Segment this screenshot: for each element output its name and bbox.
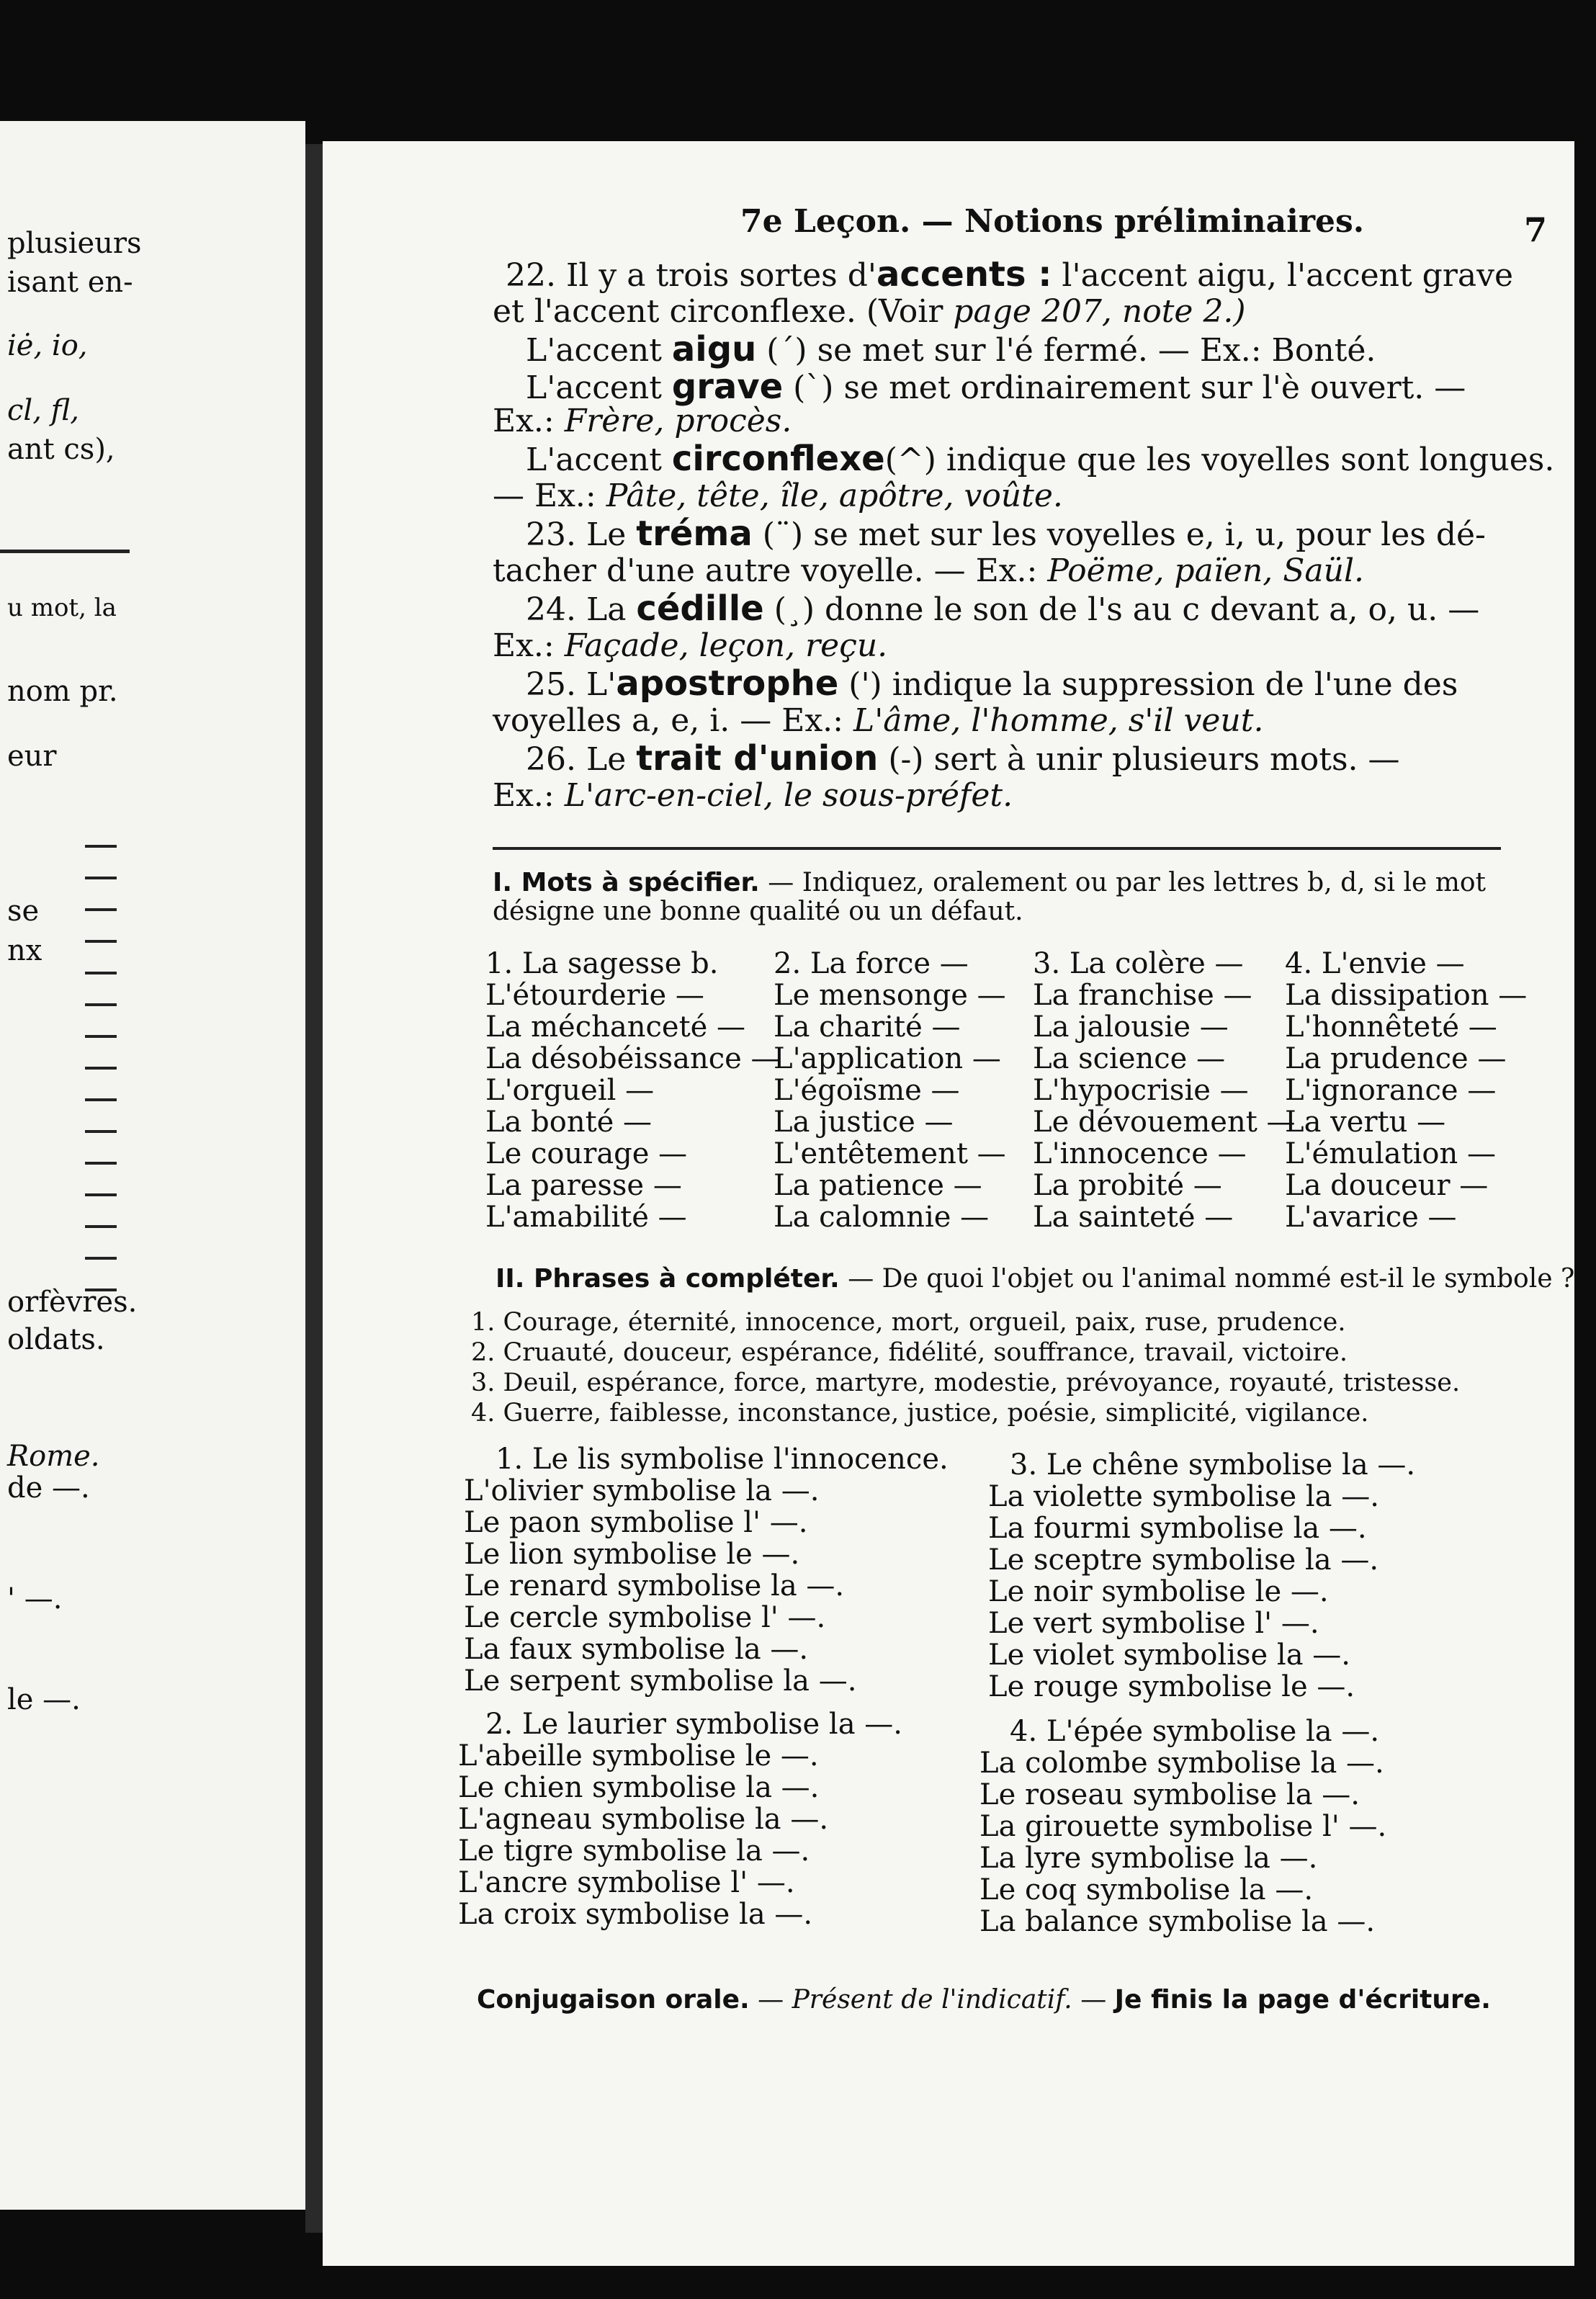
sentence: La colombe symbolise la —. <box>979 1747 1384 1780</box>
sentence: Le paon symbolise l' —. <box>464 1506 808 1539</box>
grid-cell: 4. L'envie — <box>1285 947 1465 980</box>
left-line: plusieurs <box>7 227 142 260</box>
sentence: La girouette symbolise l' —. <box>979 1810 1387 1843</box>
grid-cell: La jalousie — <box>1033 1010 1229 1044</box>
rule-line: 24. La cédille (¸) donne le son de l's au c devant a, o, u. — <box>526 588 1480 629</box>
exercise-2-title: II. Phrases à compléter. — De quoi l'objet ou l'animal nommé est-il le symbole ? <box>496 1264 1575 1294</box>
rule-line: 22. Il y a trois sortes d'accents : l'accent aigu, l'accent grave <box>506 254 1513 295</box>
rule-line: L'accent aigu (´) se met sur l'é fermé. — Ex.: Bonté. <box>526 329 1376 369</box>
grid-cell: L'orgueil — <box>485 1074 655 1107</box>
grid-cell: L'ignorance — <box>1285 1074 1497 1107</box>
grid-cell: L'avarice — <box>1285 1201 1457 1234</box>
left-page-fragment <box>0 121 305 2210</box>
sentence: Le rouge symbolise le —. <box>988 1670 1355 1703</box>
divider <box>0 550 130 553</box>
sentence: La faux symbolise la —. <box>464 1633 809 1666</box>
rule-line: et l'accent circonflexe. (Voir page 207, note 2.) <box>493 293 1246 330</box>
section-divider <box>493 847 1501 850</box>
left-line: cl, fl, <box>7 394 80 427</box>
sentence: L'abeille symbolise le —. <box>458 1739 819 1773</box>
sentence: 4. L'épée symbolise la —. <box>1010 1715 1380 1748</box>
grid-cell: La douceur — <box>1285 1169 1489 1202</box>
rule-line: voyelles a, e, i. — Ex.: L'âme, l'homme, s'il veut. <box>493 702 1264 739</box>
sentence: La croix symbolise la —. <box>458 1898 813 1931</box>
left-line: ' —. <box>7 1582 63 1615</box>
left-line: eur <box>7 740 57 773</box>
sentence: La balance symbolise la —. <box>979 1905 1376 1938</box>
grid-cell: La désobéissance — <box>485 1042 780 1075</box>
grid-cell: L'innocence — <box>1033 1137 1247 1170</box>
rule-line: 23. Le tréma (¨) se met sur les voyelles e, i, u, pour les dé- <box>526 514 1486 554</box>
grid-cell: La charité — <box>774 1010 961 1044</box>
grid-cell: La calomnie — <box>774 1201 990 1234</box>
sentence: Le serpent symbolise la —. <box>464 1664 857 1698</box>
left-line: Rome. <box>7 1440 100 1473</box>
grid-cell: 2. La force — <box>774 947 969 980</box>
left-line: u mot, la <box>7 593 117 622</box>
exercise-1-instruction: désigne une bonne qualité ou un défaut. <box>493 897 1023 926</box>
main-page <box>323 141 1574 2266</box>
grid-cell: 1. La sagesse b. <box>485 947 719 980</box>
sentence: Le coq symbolise la —. <box>979 1873 1314 1906</box>
grid-cell: La vertu — <box>1285 1106 1446 1139</box>
conjugation-line: Conjugaison orale. — Présent de l'indicatif. — Je finis la page d'écriture. <box>477 1985 1491 2015</box>
rule-line: Ex.: Façade, leçon, reçu. <box>493 627 888 664</box>
sentence: 2. Le laurier symbolise la —. <box>485 1708 902 1741</box>
sentence: Le chien symbolise la —. <box>458 1771 820 1804</box>
left-line: nx <box>7 934 42 967</box>
left-line: se <box>7 895 40 928</box>
sentence: Le noir symbolise le —. <box>988 1575 1329 1608</box>
sentence: Le violet symbolise la —. <box>988 1639 1350 1672</box>
word-list: 2. Cruauté, douceur, espérance, fidélité, souffrance, travail, victoire. <box>471 1338 1348 1367</box>
rule-line: 26. Le trait d'union (-) sert à unir plusieurs mots. — <box>526 738 1400 779</box>
grid-cell: La patience — <box>774 1169 982 1202</box>
rule-line: — Ex.: Pâte, tête, île, apôtre, voûte. <box>493 478 1063 514</box>
rule-line: Ex.: Frère, procès. <box>493 403 792 439</box>
sentence: Le vert symbolise l' —. <box>988 1607 1319 1640</box>
grid-cell: L'application — <box>774 1042 1001 1075</box>
grid-cell: La dissipation — <box>1285 979 1528 1012</box>
grid-cell: La méchanceté — <box>485 1010 746 1044</box>
sentence: Le tigre symbolise la —. <box>458 1834 810 1868</box>
sentence: La fourmi symbolise la —. <box>988 1512 1367 1545</box>
left-line: orfèvres. <box>7 1286 138 1319</box>
grid-cell: Le courage — <box>485 1137 688 1170</box>
sentence: Le sceptre symbolise la —. <box>988 1543 1379 1577</box>
grid-cell: Le mensonge — <box>774 979 1006 1012</box>
sentence: 1. Le lis symbolise l'innocence. <box>496 1443 949 1476</box>
grid-cell: La paresse — <box>485 1169 682 1202</box>
sentence: Le lion symbolise le —. <box>464 1538 800 1571</box>
page-number: 7 <box>1524 210 1548 249</box>
rule-line: L'accent circonflexe(^) indique que les voyelles sont longues. <box>526 439 1555 479</box>
grid-cell: 3. La colère — <box>1033 947 1244 980</box>
word-list: 3. Deuil, espérance, force, martyre, modestie, prévoyance, royauté, tristesse. <box>471 1368 1461 1397</box>
left-dash-column <box>85 845 117 1320</box>
grid-cell: La justice — <box>774 1106 954 1139</box>
sentence: L'agneau symbolise la —. <box>458 1803 829 1836</box>
left-line: oldats. <box>7 1323 105 1356</box>
rule-line: Ex.: L'arc-en-ciel, le sous-préfet. <box>493 777 1013 814</box>
grid-cell: La franchise — <box>1033 979 1252 1012</box>
rule-line: L'accent grave (`) se met ordinairement sur l'è ouvert. — <box>526 367 1466 407</box>
grid-cell: La prudence — <box>1285 1042 1507 1075</box>
sentence: Le roseau symbolise la —. <box>979 1778 1360 1811</box>
grid-cell: La science — <box>1033 1042 1226 1075</box>
left-line: isant en- <box>7 266 133 299</box>
sentence: L'ancre symbolise l' —. <box>458 1866 795 1899</box>
grid-cell: Le dévouement — <box>1033 1106 1296 1139</box>
left-line: nom pr. <box>7 675 118 708</box>
book-gutter <box>305 144 323 2233</box>
exercise-1-title: I. Mots à spécifier. — Indiquez, oralement ou par les lettres b, d, si le mot <box>493 868 1487 897</box>
left-line: iė, io, <box>7 329 88 362</box>
left-line: de —. <box>7 1471 90 1505</box>
grid-cell: L'entêtement — <box>774 1137 1006 1170</box>
rule-line: 25. L'apostrophe (') indique la suppression de l'une des <box>526 663 1458 704</box>
grid-cell: L'étourderie — <box>485 979 704 1012</box>
word-list: 1. Courage, éternité, innocence, mort, orgueil, paix, ruse, prudence. <box>471 1308 1346 1337</box>
grid-cell: L'émulation — <box>1285 1137 1496 1170</box>
grid-cell: L'hypocrisie — <box>1033 1074 1249 1107</box>
left-line: le —. <box>7 1683 81 1716</box>
sentence: 3. Le chêne symbolise la —. <box>1010 1448 1416 1482</box>
sentence: Le cercle symbolise l' —. <box>464 1601 826 1634</box>
grid-cell: La probité — <box>1033 1169 1222 1202</box>
page-header: 7e Leçon. — Notions préliminaires. <box>740 203 1365 240</box>
left-line: ant cs), <box>7 433 115 466</box>
grid-cell: L'amabilité — <box>485 1201 687 1234</box>
grid-cell: La bonté — <box>485 1106 653 1139</box>
sentence: L'olivier symbolise la —. <box>464 1474 820 1507</box>
grid-cell: L'honnêteté — <box>1285 1010 1497 1044</box>
word-list: 4. Guerre, faiblesse, inconstance, justice, poésie, simplicité, vigilance. <box>471 1399 1369 1428</box>
rule-line: tacher d'une autre voyelle. — Ex.: Poëme, païen, Saül. <box>493 552 1365 589</box>
grid-cell: L'égoïsme — <box>774 1074 960 1107</box>
sentence: La violette symbolise la —. <box>988 1480 1379 1513</box>
sentence: La lyre symbolise la —. <box>979 1842 1318 1875</box>
sentence: Le renard symbolise la —. <box>464 1569 845 1603</box>
grid-cell: La sainteté — <box>1033 1201 1234 1234</box>
